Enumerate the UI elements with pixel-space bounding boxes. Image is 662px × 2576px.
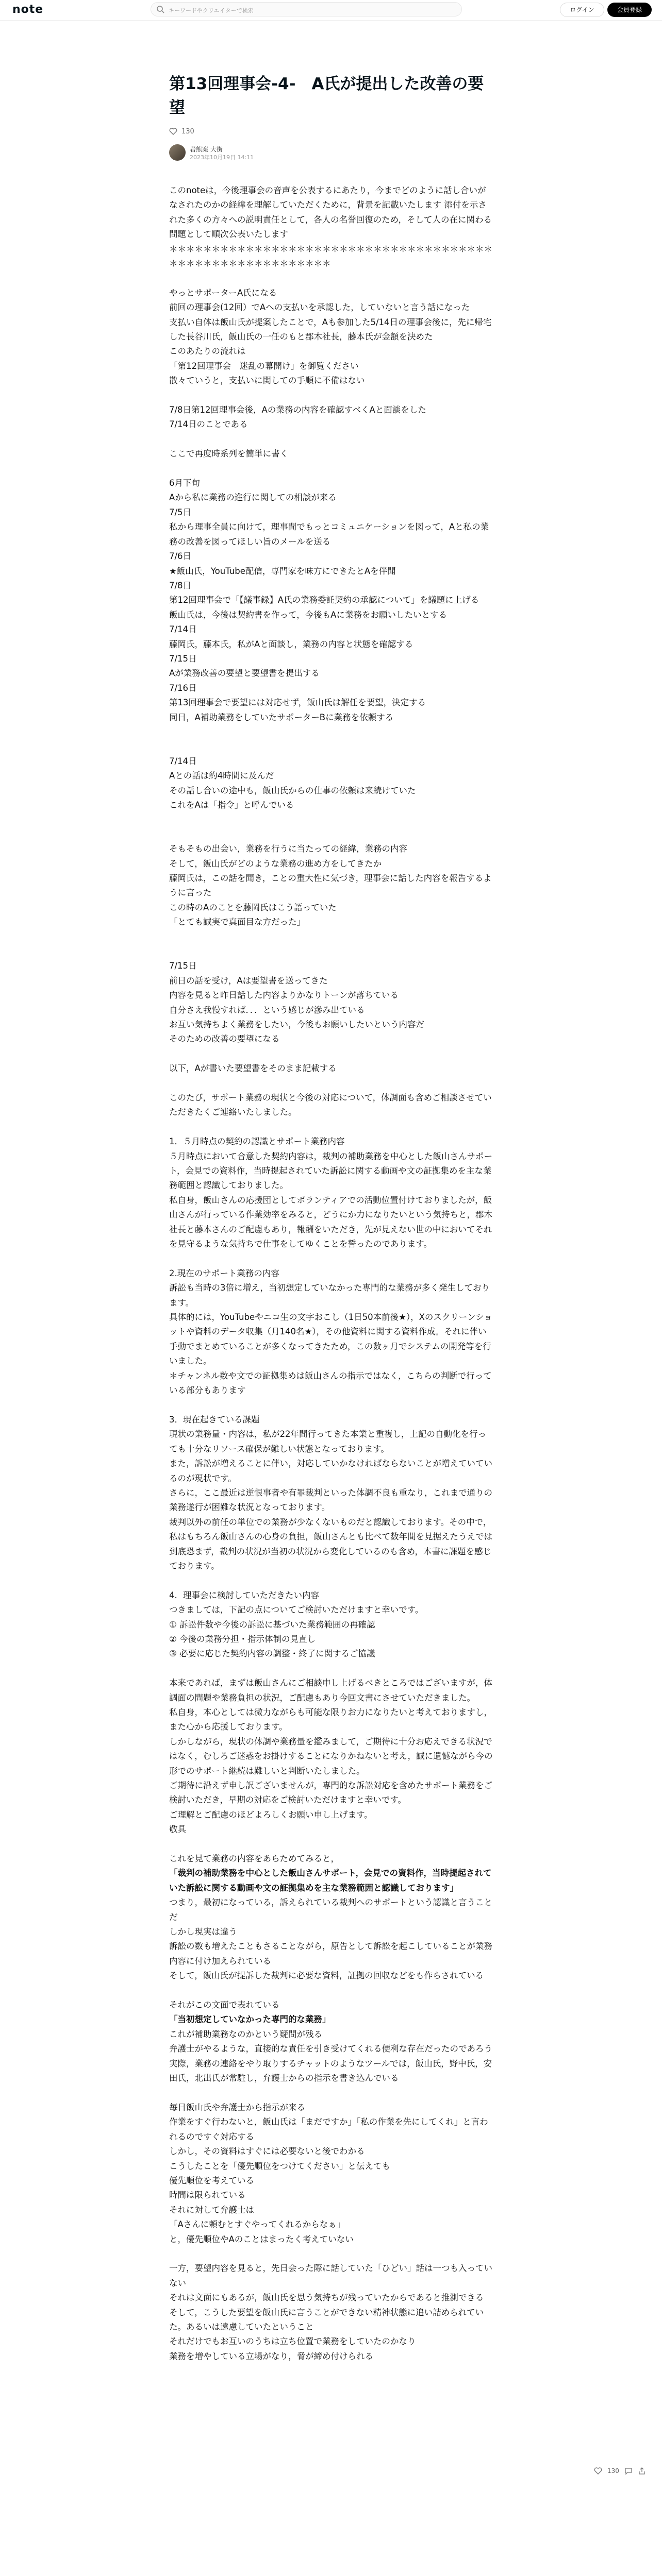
paragraph: つきましては，下記の点についてご検討いただけますと幸いです。 <box>169 1605 424 1615</box>
paragraph: 7/15日 <box>169 961 197 971</box>
note-logo[interactable]: note <box>12 3 44 16</box>
paragraph: しかし現実は違う <box>169 1927 237 1937</box>
paragraph: 同日，A補助業務をしていたサポーターBに業務を依頼する <box>169 712 394 722</box>
paragraph: その話し合いの途中も，飯山氏からの仕事の依頼は来続けていた <box>169 785 416 795</box>
paragraph: 具体的には，YouTubeやニコ生の文字おこし（1日50本前後★），Xのスクリーンショットや資料のデータ収集（月140名★），その他資料に関する資料作成。それに伴い手動でまとめていることが多くなってきたため，この数ヶ月でシステムの開発等を行いました。 <box>169 1312 492 1366</box>
heart-icon[interactable] <box>169 127 177 135</box>
paragraph <box>169 944 493 959</box>
paragraph: 7/5日 <box>169 507 192 517</box>
paragraph: 自分さえ我慢すれば．．．という感じが滲み出ている <box>169 1005 365 1015</box>
paragraph: 第12回理事会で「【議事録】A氏の業務委託契約の承認について」を議題に上げる <box>169 595 479 605</box>
paragraph: 7/14日のことである <box>169 419 248 430</box>
paragraph: それがこの文面で表れている <box>169 2000 280 2010</box>
paragraph: ＊チャンネル数や文での証拠集めは飯山さんの指示ではなく，こちらの判断で行っている部分もあります <box>169 1370 492 1396</box>
paragraph: ここで再度時系列を簡単に書く <box>169 449 288 459</box>
paragraph <box>169 725 493 739</box>
paragraph <box>169 827 493 842</box>
paragraph <box>169 1573 493 1588</box>
paragraph <box>169 432 493 447</box>
paragraph: 1．５月時点の契約の認識とサポート業務内容 <box>169 1137 345 1147</box>
paragraph: これをAは「指令」と呼んでいる <box>169 800 294 810</box>
paragraph: 敬具 <box>169 1824 186 1835</box>
paragraph: 飯山氏は，今後は契約書を作って，今後もAに業務をお願いしたいとする <box>169 609 447 620</box>
paragraph <box>169 1398 493 1413</box>
paragraph: ＊＊＊＊＊＊＊＊＊＊＊＊＊＊＊＊＊＊＊＊＊＊＊＊＊＊＊＊＊＊＊＊＊＊＊＊＊＊＊＊＊＊＊＊＊＊＊＊＊＊＊＊＊＊＊＊＊ <box>169 244 492 269</box>
paragraph: このnoteは，今後理事会の音声を公表するにあたり，今までどのように話し合いがなされたのかの経緯を理解していただくために，背景を記載いたします 添付を示された多くの方々への説明責任として，各人の名誉回復のため，そして人の在に関わる問題として順次公表いたします <box>169 185 492 240</box>
paragraph: しかし，その資料はすぐには必要ないと後でわかる <box>169 2146 365 2157</box>
paragraph: 弁護士がやるような，直接的な責任を引き受けてくれる便利な存在だったのであろう <box>169 2044 492 2054</box>
paragraph: 3．現在起きている課題 <box>169 1414 260 1425</box>
paragraph: 「第12回理事会 迷乱の幕開け」を御覧ください <box>169 361 359 371</box>
paragraph: 一方，要望内容を見ると，先日会った際に話していた「ひどい」話は一つも入っていない <box>169 2263 492 2288</box>
signup-button[interactable]: 会員登録 <box>607 3 652 17</box>
publish-date: 2023年10月19日 14:11 <box>190 154 254 161</box>
article <box>169 72 493 2364</box>
paragraph: 「Aさんに頼むとすぐやってくれるからなぁ」 <box>169 2219 345 2230</box>
paragraph: そのための改善の要望になる <box>169 1034 280 1044</box>
author-block[interactable] <box>169 144 493 161</box>
paragraph: 優先順位を考えている <box>169 2175 254 2185</box>
share-icon[interactable] <box>638 2467 646 2475</box>
paragraph <box>169 739 493 754</box>
floating-like-count: 130 <box>607 2467 619 2475</box>
search-placeholder: キーワードやクリエイターで検索 <box>169 7 254 14</box>
paragraph: 第13回理事会で要望には対応せず，飯山氏は解任を要望，決定する <box>169 698 426 708</box>
paragraph: そして，こうした要望を飯山氏に言うことができない精神状態に追い詰められていた。あるいは遠慮していたということ <box>169 2307 484 2332</box>
paragraph: しかしながら，現状の体調や業務量を鑑みまして，ご期待に十分お応えできる状況ではなく，むしろご迷惑をお掛けすることになりかねないと考え，誠に遺憾ながら今の形でのサポート継続は難しいと判断いたしました。 <box>169 1736 493 1776</box>
like-count: 130 <box>181 127 194 135</box>
paragraph: 内容を見ると昨日話した内容よりかなりトーンが落ちている <box>169 990 399 1001</box>
search-icon <box>156 5 164 13</box>
paragraph: 2.現在のサポート業務の内容 <box>169 1268 279 1278</box>
paragraph: 実際，業務の連絡をやり取りするチャットのようなツールでは，飯山氏，野中氏，安田氏，北出氏が常駐し，弁護士からの指示を書き込んでいる <box>169 2058 492 2083</box>
paragraph: 7/8日第12回理事会後，Aの業務の内容を確認すべくAと面談をした <box>169 405 426 415</box>
search-box[interactable] <box>151 2 462 16</box>
paragraph: これが補助業務なのかという疑問が残る <box>169 2029 322 2039</box>
paragraph: また，訴訟が増えることに伴い，対応していかなければならないことが増えていているのが現状です。 <box>169 1459 492 1483</box>
paragraph: 7/8日 <box>169 580 192 590</box>
paragraph: ５月時点において合意した契約内容は，裁判の補助業務を中心とした飯山さんサポート，会見での資料作，当時提起されていた訴訟に関する動画や文の証拠集めを主な業務範囲と認識しておりました。 <box>169 1151 492 1191</box>
paragraph: 7/6日 <box>169 551 192 562</box>
paragraph: そして，飯山氏が提訴した裁判に必要な資料，証拠の回収などをも作らされている <box>169 1971 484 1981</box>
paragraph <box>169 1984 493 1998</box>
paragraph: 私から理事全員に向けて，理事間でもっとコミュニケーションを図って，Aと私の業務の改善を図ってほしい旨のメールを送る <box>169 522 489 547</box>
paragraph: こうしたことを「優先順位をつけてください」と伝えても <box>169 2161 390 2171</box>
paragraph: やっとサポーターA氏になる <box>169 287 277 298</box>
paragraph: 7/14日 <box>169 756 197 766</box>
paragraph <box>169 1047 493 1061</box>
like-row <box>169 126 493 137</box>
paragraph: と，優先順位やAのことはまったく考えていない <box>169 2234 354 2244</box>
paragraph: ご理解とご配慮のほどよろしくお願い申し上げます。 <box>169 1809 373 1820</box>
paragraph: お互い気持ちよく業務をしたい，今後もお願いしたいという内容だ <box>169 1020 424 1029</box>
paragraph: このたび，サポート業務の現状と今後の対応について，体調面も含めご相談させていただきたくご連絡いたしました。 <box>169 1093 492 1117</box>
paragraph: 7/16日 <box>169 683 197 693</box>
paragraph: そして，飯山氏がどのような業務の進め方をしてきたか <box>169 858 382 869</box>
paragraph: 作業をすぐ行わないと，飯山氏は「まだですか」「私の作業を先にしてくれ」と言われるのですぐ対応する <box>169 2117 488 2142</box>
paragraph: 「とても誠実で真面目な方だった」 <box>169 917 305 927</box>
paragraph: 私自身，飯山さんの応援団としてボランティアでの活動位置付けておりましたが，飯山さんが行っている作業効率をみると，どうにか力になりたいという気持ちと，郡木社長と藤本さんのご配慮もあり，報酬をいただき，先が見えない世の中においてそれを見守るような気持ちで仕事をしてゆくことを誓ったのであります。 <box>169 1195 492 1249</box>
paragraph: これを見て業務の内容をあらためてみると， <box>169 1854 339 1864</box>
paragraph: それに対して弁護士は <box>169 2205 254 2215</box>
paragraph: 散々ていうと，支払いに関しての手順に不備はない <box>169 376 365 386</box>
paragraph <box>169 1251 493 1266</box>
comment-icon[interactable] <box>624 2467 633 2475</box>
paragraph: 毎日飯山氏や弁護士から指示が来る <box>169 2102 305 2112</box>
paragraph: それだけでもお互いのうちは立ち位置で業務をしていたのかなり <box>169 2336 416 2347</box>
top-navigation-bar <box>0 0 662 21</box>
paragraph: ご期待に沿えず申し訳ございませんが，専門的な訴訟対応を含めたサポート業務をご検討いただき，早期の対応をご検討いただけますと幸いです。 <box>169 1781 492 1805</box>
paragraph: Aが業務改善の要望と要望書を提出する <box>169 668 320 679</box>
paragraph: つまり，最初になっている，訴えられている裁判へのサポートという認識と言うことだ <box>169 1897 492 1922</box>
paragraph: このあたりの流れは <box>169 346 246 357</box>
article-title: 第13回理事会-4- A氏が提出した改善の要望 <box>169 75 484 117</box>
paragraph <box>169 2247 493 2261</box>
paragraph: 本来であれば，まずは飯山さんにご相談申し上げるべきところではございますが，体調面の問題や業務負担の状況，ご配慮もあり今回文書にさせていただきました。 <box>169 1678 492 1703</box>
paragraph: 「裁判の補助業務を中心とした飯山さんサポート，会見での資料作，当時提起されていた訴訟に関する動画や文の証拠集めを主な業務範囲と認識しております」 <box>169 1868 492 1893</box>
paragraph: さらに，ここ最近は逆恨事者や有罪裁判といった体調不良も重なり，これまで通りの業務遂行が困難な状況となっております。 <box>169 1487 492 1513</box>
paragraph <box>169 930 493 944</box>
paragraph: それは文面にもあるが，飯山氏を思う気持ちが残っていたからであると推測できる <box>169 2293 484 2303</box>
paragraph: 以下，Aが書いた要望書をそのまま記載する <box>169 1063 337 1074</box>
paragraph: ② 今後の業務分担・指示体制の見直し <box>169 1634 316 1644</box>
paragraph: Aから私に業務の進行に関しての相談が来る <box>169 493 337 503</box>
paragraph: 前日の話を受け，Aは要望書を送ってきた <box>169 975 328 986</box>
paragraph: 藤岡氏は，この話を聞き，ことの重大性に気づき，理事会に話した内容を報告するように言った <box>169 873 492 898</box>
author-avatar[interactable] <box>169 144 186 161</box>
paragraph: 訴訟の数も増えたこともさることながら，原告として訴訟を起こしていることが業務内容に付け加えられている <box>169 1941 492 1966</box>
floating-action-bar <box>594 2465 656 2477</box>
paragraph: 私自身，本心としては微力ながらも可能な限りお力になりたいと考えておりますし，また心から応援しております。 <box>169 1707 492 1732</box>
paragraph: 4．理事会に検討していただきたい内容 <box>169 1590 319 1600</box>
paragraph: 支払い自体は飯山氏が提案したことで，Aも参加した5/14日の理事会後に，先に帰宅した長谷川氏，飯山氏の一任のもと郡木社長，藤本氏が金額を決めた <box>169 317 492 342</box>
author-name[interactable]: 岩熊案 大街 <box>190 146 223 153</box>
heart-icon[interactable] <box>594 2467 602 2475</box>
login-button[interactable]: ログイン <box>560 3 604 17</box>
article-body <box>169 183 493 2364</box>
paragraph: この時のAのことを藤岡氏はこう語っていた <box>169 902 337 912</box>
paragraph: 時間は限られている <box>169 2190 246 2200</box>
paragraph: 訴訟も当時の3倍に増え，当初想定していなかった専門的な業務が多く発生しております。 <box>169 1283 490 1308</box>
paragraph <box>169 2086 493 2100</box>
paragraph: そもそもの出会い，業務を行うに当たっての経緯，業務の内容 <box>169 844 407 854</box>
paragraph: ★飯山氏，YouTube配信，専門家を味方にできたとAを伴聞 <box>169 566 396 576</box>
paragraph <box>169 388 493 403</box>
paragraph <box>169 462 493 476</box>
paragraph: 「当初想定していなかった専門的な業務」 <box>169 2014 331 2025</box>
paragraph: Aとの話は約4時間に及んだ <box>169 771 274 781</box>
paragraph: 裁判以外の前任の単位での業務が少なくないものだと認識しております。その中で，私はもちろん飯山さんの心身の負担，飯山さんとも比べて数年間を見据えたうえでは到底恐まず，裁判の状況が当初の状況から変化しているのも含め，本書に課題を感じております。 <box>169 1517 492 1571</box>
paragraph <box>169 1076 493 1091</box>
paragraph <box>169 1662 493 1676</box>
paragraph: 業務を増やしている立場がなり，脅が締め付けられる <box>169 2351 373 2361</box>
paragraph <box>169 812 493 827</box>
paragraph <box>169 1837 493 1852</box>
paragraph: 藤岡氏，藤本氏，私がAと面談し，業務の内容と状態を確認する <box>169 639 413 649</box>
paragraph: 7/14日 <box>169 624 197 635</box>
paragraph: ③ 必要に応じた契約内容の調整・終了に関するご協議 <box>169 1649 375 1659</box>
paragraph: 現状の業務量・内容は，私が22年間行ってきた本業と重複し，上記の自動化を行っても十分なリソース確保が難しい状態となっております。 <box>169 1429 486 1454</box>
paragraph: 6月下旬 <box>169 478 200 488</box>
paragraph <box>169 271 493 285</box>
paragraph: 7/15日 <box>169 653 197 664</box>
paragraph: ① 訴訟件数や今後の訴訟に基づいた業務範囲の再確認 <box>169 1619 375 1630</box>
paragraph <box>169 1120 493 1134</box>
paragraph: 前回の理事会(12回）でAへの支払いを承認した，していないと言う話になった <box>169 302 470 313</box>
